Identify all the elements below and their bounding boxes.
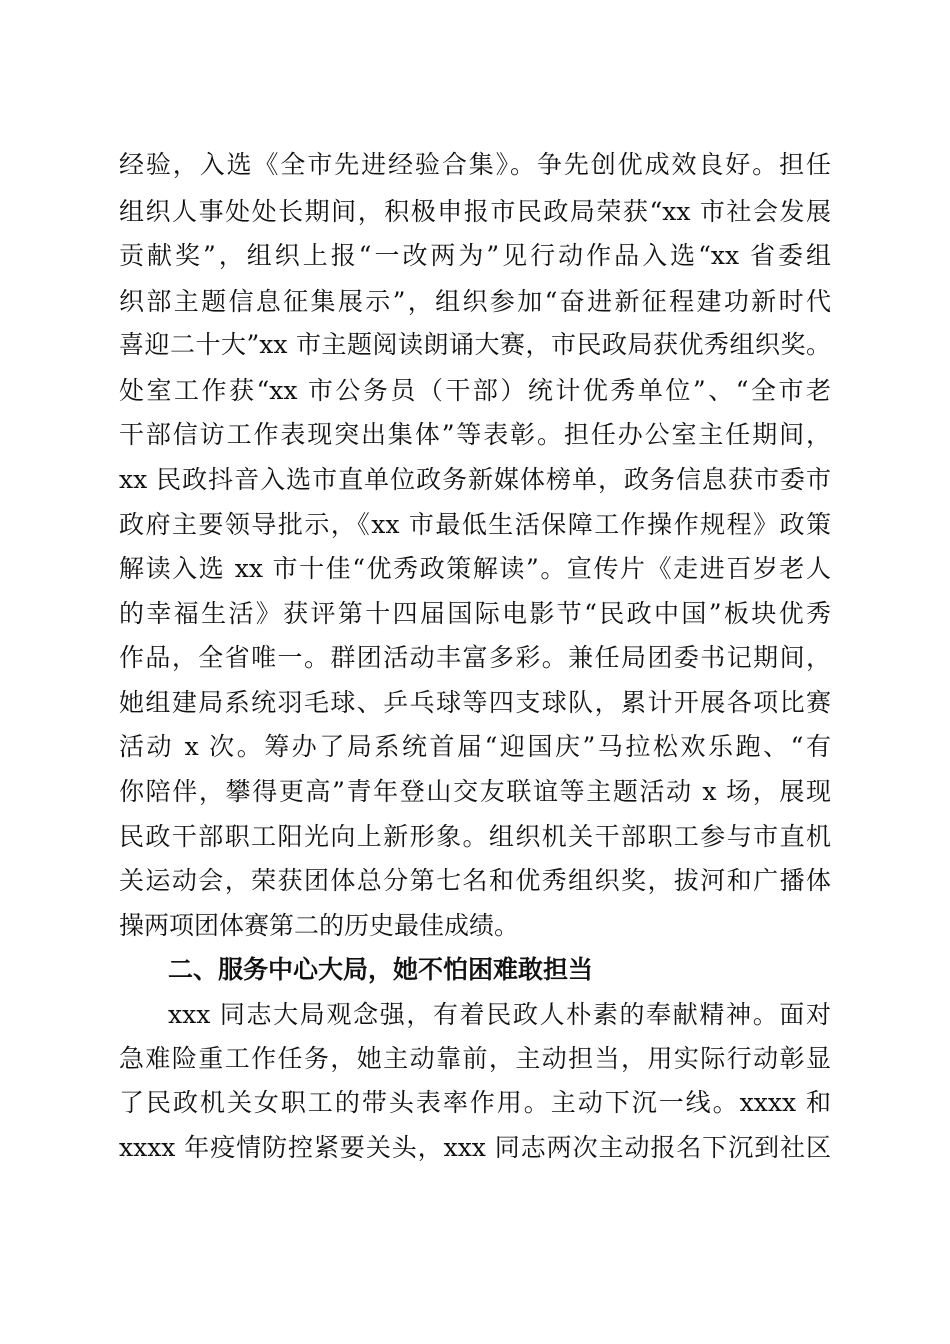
body-text-line: 织部主题信息征集展示”，组织参加“奋进新征程建功新时代 bbox=[119, 287, 831, 316]
body-text-line: 作品，全省唯一。群团活动丰富多彩。兼任局团委书记期间， bbox=[119, 643, 831, 672]
body-text-line: 关运动会，荣获团体总分第七名和优秀组织奖，拔河和广播体 bbox=[119, 866, 831, 895]
body-text-line: xxxx 年疫情防控紧要关头，xxx 同志两次主动报名下沉到社区 bbox=[119, 1133, 831, 1162]
body-text-line: 喜迎二十大”xx 市主题阅读朗诵大赛，市民政局获优秀组织奖。 bbox=[119, 330, 831, 359]
body-text-line: 急难险重工作任务，她主动靠前，主动担当，用实际行动彰显 bbox=[119, 1044, 831, 1073]
body-text-line: 解读入选 xx 市十佳“优秀政策解读”。宣传片《走进百岁老人 bbox=[119, 554, 831, 583]
body-text-line: 活动 x 次。筹办了局系统首届“迎国庆”马拉松欢乐跑、“有 bbox=[119, 732, 831, 761]
body-text-line: 经验，入选《全市先进经验合集》。争先创优成效良好。担任 bbox=[119, 150, 831, 179]
body-text-line: xx 民政抖音入选市直单位政务新媒体榜单，政务信息获市委市 bbox=[119, 465, 831, 494]
section-heading: 二、服务中心大局，她不怕困难敢担当 bbox=[168, 955, 594, 984]
body-text-line: 组织人事处处长期间，积极申报市民政局荣获“xx 市社会发展 bbox=[119, 197, 831, 226]
body-text-line: 操两项团体赛第二的历史最佳成绩。 bbox=[119, 911, 520, 940]
body-text-line: 你陪伴，攀得更高”青年登山交友联谊等主题活动 x 场，展现 bbox=[119, 777, 831, 806]
body-text-line: 贡献奖”，组织上报“一改两为”见行动作品入选“xx 省委组 bbox=[119, 241, 831, 270]
body-text-line: 处室工作获“xx 市公务员（干部）统计优秀单位”、“全市老 bbox=[119, 376, 831, 405]
body-text-line: xxx 同志大局观念强，有着民政人朴素的奉献精神。面对 bbox=[168, 1000, 831, 1029]
body-text-line: 政府主要领导批示，《xx 市最低生活保障工作操作规程》政策 bbox=[119, 510, 831, 539]
body-text-line: 了民政机关女职工的带头表率作用。主动下沉一线。xxxx 和 bbox=[119, 1088, 831, 1117]
body-text-line: 干部信访工作表现突出集体”等表彰。担任办公室主任期间， bbox=[119, 420, 831, 449]
body-text-line: 的幸福生活》获评第十四届国际电影节“民政中国”板块优秀 bbox=[119, 599, 831, 628]
body-text-line: 民政干部职工阳光向上新形象。组织机关干部职工参与市直机 bbox=[119, 822, 831, 851]
body-text-line: 她组建局系统羽毛球、乒乓球等四支球队，累计开展各项比赛 bbox=[119, 688, 831, 717]
